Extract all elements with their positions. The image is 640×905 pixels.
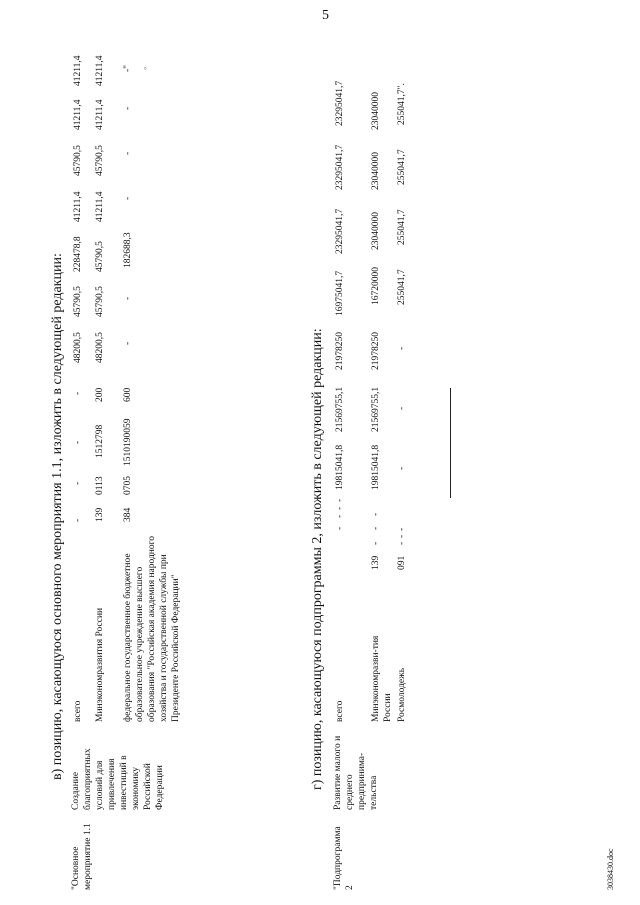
code-cell: 1510190059 [123, 418, 133, 466]
value-cell: 23295041,7 [335, 80, 345, 126]
code-cell: 384 [123, 507, 133, 522]
value-cell: 41211,4 [73, 99, 83, 130]
section-g-col1: "Подпрограмма 2 [333, 826, 355, 890]
value-cell: - [397, 346, 407, 350]
footer-filename: 3038430.doc [606, 848, 615, 890]
section-v-heading: в) позицию, касающуюся основного мероприятия 1.1, изложить в следующей редакции: [50, 253, 65, 780]
value-cell: 19815041,8 [335, 444, 345, 490]
value-cell: 21569755,1 [335, 386, 345, 432]
value-cell: 23295041,7 [335, 144, 345, 190]
row-name: Минэкономразви-тия России [371, 635, 393, 722]
code-cell: - [335, 506, 345, 510]
code-cell: 600 [123, 387, 133, 402]
value-cell: 45790,5 [95, 145, 105, 176]
value-cell: 23295041,7 [335, 208, 345, 254]
value-cell: - [123, 106, 133, 110]
value-cell: 23040000 [371, 152, 381, 190]
code-cell: - [397, 527, 407, 531]
value-cell: 21978250 [335, 332, 345, 370]
code-cell: 200 [95, 387, 105, 402]
value-cell: 41211,4 [95, 55, 105, 86]
value-cell: 41211,4 [95, 191, 105, 222]
value-cell: 48200,5 [95, 332, 105, 363]
value-cell: 19815041,8 [371, 444, 381, 490]
value-cell: 16975041,7 [335, 270, 345, 316]
value-cell: 21569755,1 [371, 386, 381, 432]
value-cell: 21978250 [371, 332, 381, 370]
code-cell: - [73, 518, 83, 522]
row-name: всего [335, 700, 345, 722]
value-cell: 16720000 [371, 267, 381, 305]
value-cell: - [397, 406, 407, 410]
section-v-col2: Создание благоприятных условий для привлечения инвестиций в экономику Российской Федерации [71, 748, 165, 810]
code-cell: - [335, 498, 345, 502]
code-cell: 0705 [123, 476, 133, 495]
value-cell: - [123, 341, 133, 345]
code-cell: - [371, 526, 381, 530]
code-cell: - [73, 440, 83, 444]
section-v-col1: "Основное мероприятие 1.1 [71, 823, 93, 890]
value-cell: - [123, 196, 133, 200]
page-number: 5 [322, 8, 329, 23]
value-cell: 41211,4 [73, 55, 83, 86]
value-cell: 48200,5 [73, 332, 83, 363]
code-cell: - [397, 541, 407, 545]
value-cell: - [123, 151, 133, 155]
code-cell: 139 [95, 507, 105, 522]
value-cell: - [123, 296, 133, 300]
code-cell: - [335, 514, 345, 518]
code-cell: - [397, 534, 407, 538]
section-g-col2: Развитие малого и среднего предпринима-тельства [333, 735, 379, 810]
code-cell: 1512798 [95, 424, 105, 458]
value-cell: 255041,7 [397, 149, 407, 185]
value-cell: 182688,3 [123, 232, 133, 268]
value-cell: 45790,5 [73, 145, 83, 176]
code-cell: - [371, 541, 381, 545]
value-cell: 23040000 [371, 212, 381, 250]
value-cell: 45790,5 [73, 286, 83, 317]
value-cell: 41211,4 [73, 191, 83, 222]
code-cell: - [73, 481, 83, 485]
code-cell: - [335, 526, 345, 530]
value-cell: 23040000 [371, 92, 381, 130]
value-cell: - [397, 466, 407, 470]
value-cell: 228478,8 [73, 236, 83, 272]
code-cell: - [371, 512, 381, 516]
value-cell: 45790,5 [95, 286, 105, 317]
value-cell: 255041,7 [397, 269, 407, 305]
section-g-heading: г) позицию, касающуюся подпрограммы 2, изложить в следующей редакции: [310, 328, 325, 790]
code-cell: 139 [371, 555, 381, 570]
rotated-sheet [10, 30, 630, 890]
value-cell: 45790,5 [95, 241, 105, 272]
scan-mark-icon: ◦ [140, 66, 150, 70]
value-cell: -" [123, 64, 133, 72]
value-cell: 255041,7". [397, 83, 407, 125]
code-cell: 0113 [95, 476, 105, 495]
value-cell: 41211,4 [95, 99, 105, 130]
row-name: всего [73, 700, 83, 722]
separator-line [450, 388, 451, 498]
row-name: Росмолодежь [397, 667, 407, 722]
row-name: федеральное государственное бюджетное образовательное учреждение высшего образования "Российская академия народного хозяйства и государственной службы при Президенте Российской Федерации" [123, 535, 181, 722]
row-name: Минэкономразвития России [95, 607, 105, 722]
value-cell: 255041,7 [397, 209, 407, 245]
code-cell: 091 [397, 555, 407, 570]
code-cell: - [73, 391, 83, 395]
